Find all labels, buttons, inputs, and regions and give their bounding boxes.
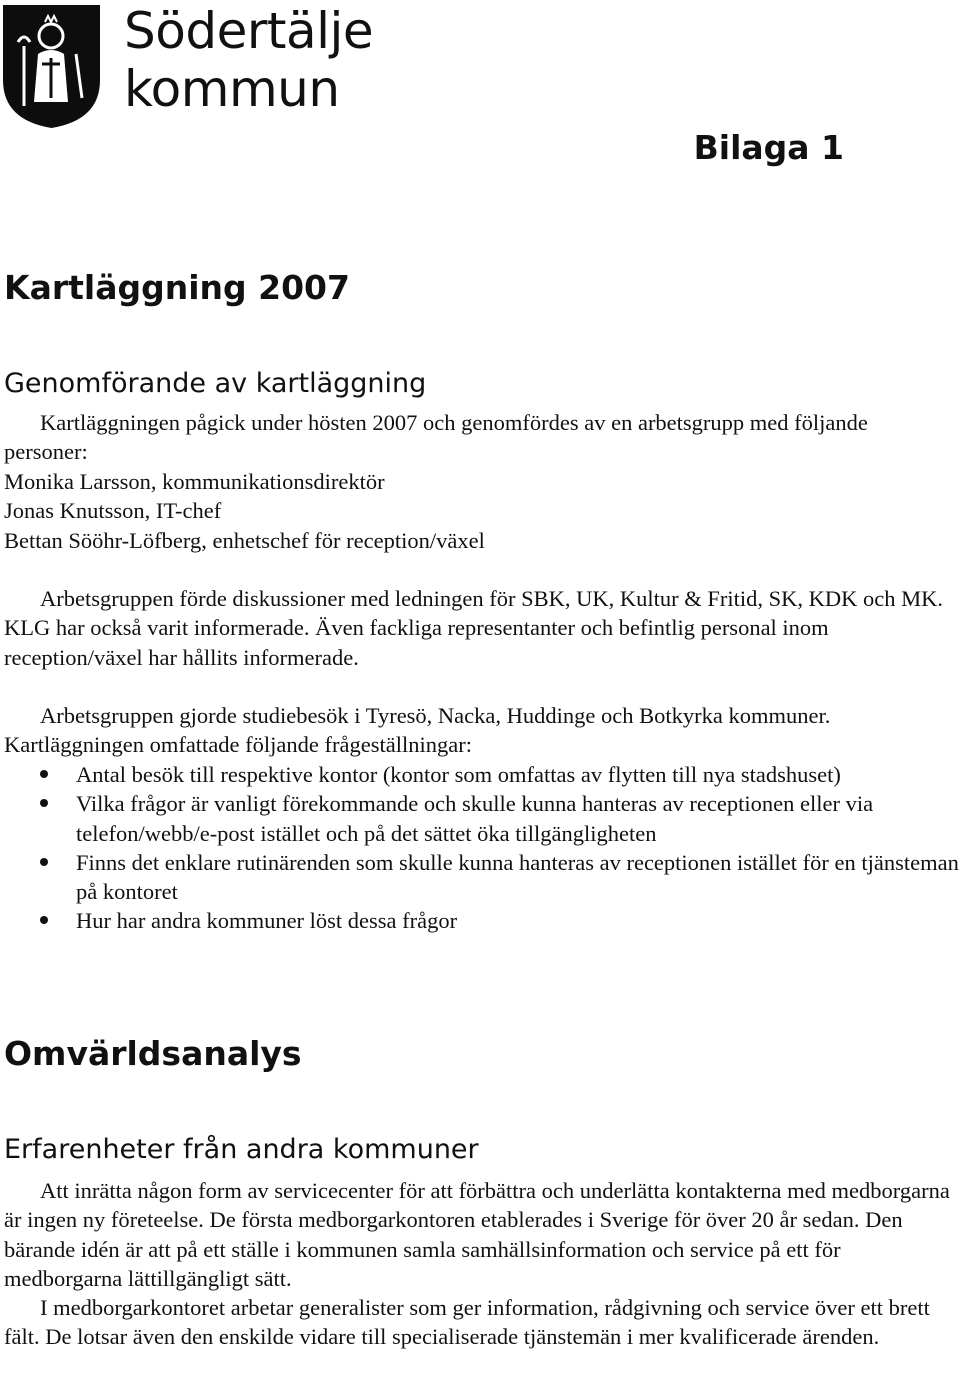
list-item: Antal besök till respektive kontor (kontor som omfattas av flytten till nya stadshuset)	[0, 760, 960, 789]
bullet-icon	[40, 770, 48, 778]
discussion-paragraph: Arbetsgruppen förde diskussioner med ledningen för SBK, UK, Kultur & Fritid, SK, KDK och MK. KLG har också varit informerade. Även fackliga representanter och befintlig personal inom reception/växel har hållits informerade.	[4, 586, 944, 670]
bullet-icon	[40, 858, 48, 866]
section-heading-implementation: Genomförande av kartläggning	[4, 368, 427, 399]
municipal-coat-of-arms-logo	[0, 2, 103, 130]
list-item: Hur har andra kommuner löst dessa frågor	[0, 906, 960, 935]
list-item: Finns det enklare rutinärenden som skulle kunna hanteras av receptionen istället för en tjänsteman på kontoret	[0, 848, 960, 907]
document-title: Kartläggning 2007	[4, 268, 350, 307]
section-heading-experiences: Erfarenheter från andra kommuner	[4, 1134, 479, 1165]
organization-name	[124, 2, 373, 118]
workgroup-member: Bettan Sööhr-Löfberg, enhetschef för reception/växel	[4, 527, 485, 553]
section-title-analysis: Omvärldsanalys	[4, 1034, 302, 1073]
org-name-line1: Södertälje	[124, 2, 374, 60]
list-item: Vilka frågor är vanligt förekommande och skulle kunna hanteras av receptionen eller via telefon/webb/e-post istället och på det sättet öka tillgängligheten	[0, 789, 960, 848]
bullet-icon	[40, 916, 48, 924]
bullet-icon	[40, 799, 48, 807]
experiences-paragraph-2: I medborgarkontoret arbetar generalister som ger information, rådgivning och service över ett brett fält. De lotsar även den enskilde vidare till specialiserade tjänstemän i mer kvalificerade ärenden.	[4, 1295, 930, 1350]
intro-paragraph: Kartläggningen pågick under hösten 2007 och genomfördes av en arbetsgrupp med följande personer:	[4, 410, 868, 465]
workgroup-member-list	[4, 467, 944, 555]
attachment-label: Bilaga 1	[693, 128, 844, 167]
workgroup-member: Jonas Knutsson, IT-chef	[4, 498, 222, 524]
study-visit-paragraph: Arbetsgruppen gjorde studiebesök i Tyresö, Nacka, Huddinge och Botkyrka kommuner. Kartläggningen omfattade följande frågeställningar:	[4, 703, 831, 758]
org-name-line2: kommun	[124, 60, 340, 118]
workgroup-member: Monika Larsson, kommunikationsdirektör	[4, 469, 385, 494]
questions-list	[0, 760, 960, 936]
experiences-paragraph-1: Att inrätta någon form av servicecenter för att förbättra och underlätta kontakterna med medborgarna är ingen ny företeelse. De första medborgarkontoren etablerades i Sverige för över 20 år sedan. Den bärande idén är att på ett ställe i kommunen samla samhällsinformation och service på ett för medborgarna lättillgängligt sätt.	[4, 1178, 950, 1291]
